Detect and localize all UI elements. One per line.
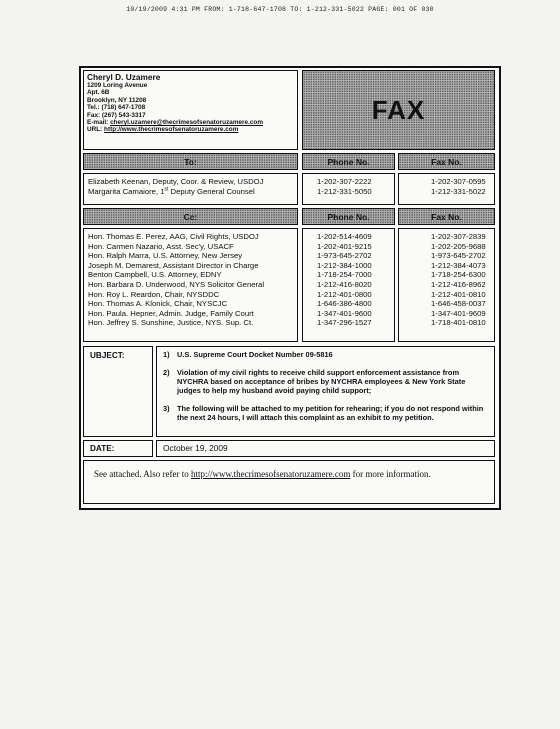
- subject-content-box: [156, 346, 495, 437]
- cc-recipient-name: Hon. Jeffrey S. Sunshine, Justice, NYS. Sup. Ct.: [88, 318, 254, 328]
- sender-tel: Tel.: (718) 647-1708: [87, 104, 146, 112]
- to-phone-column-header: Phone No.: [302, 153, 395, 170]
- cc-recipient-fax: 1-212-416-8962: [431, 279, 486, 289]
- sender-email-label: E-mail:: [87, 119, 109, 127]
- to-column-header: To:: [83, 153, 298, 170]
- to-recipients-faxes: [398, 173, 495, 205]
- cc-recipient-name: Benton Campbell, U.S. Attorney, EDNY: [88, 270, 222, 280]
- sender-url-link[interactable]: http://www.thecrimesofsenatoruzamere.com: [104, 126, 239, 134]
- cc-recipient-name: Hon. Thomas A. Klonick, Chair, NYSCJC: [88, 299, 228, 309]
- sender-city-state-zip: Brooklyn, NY 11208: [87, 96, 147, 104]
- cc-recipients-faxes: [398, 228, 495, 342]
- cc-recipient-name: Hon. Barbara D. Underwood, NYS Solicitor General: [88, 279, 265, 289]
- cc-recipient-fax: 1-347-401-9609: [431, 308, 486, 318]
- to-recipients-phones: [302, 173, 395, 205]
- cc-recipient-fax: 1-973-645-2702: [431, 251, 486, 261]
- fax-title-box: [302, 70, 495, 150]
- to-recipient-phone: 1-202-307-2222: [317, 177, 372, 186]
- subject-item: 1) U.S. Supreme Court Docket Number 09-5816: [163, 350, 333, 359]
- sender-info-box: [83, 70, 298, 150]
- subject-item: 3) The following will be attached to my petition for rehearing; if you do not respond within the next 24 hours, I will attach this complaint as an exhibit to my petition.: [163, 404, 484, 422]
- cc-recipients-names: [83, 228, 298, 342]
- cc-fax-column-header: Fax No.: [398, 208, 495, 225]
- sender-address-line1: 1209 Loring Avenue: [87, 82, 148, 89]
- to-recipient-fax: 1-212-331-5022: [431, 186, 486, 196]
- cc-recipient-phone: 1-347-296-1527: [317, 318, 372, 328]
- cc-recipient-fax: 1-202-307-2839: [431, 232, 486, 241]
- cc-recipient-phone: 1-718-254-7000: [317, 270, 372, 280]
- cc-recipient-fax: 1-718-254-6300: [431, 270, 486, 280]
- to-recipient-name: Margarita Camaiore, 1st Deputy General Counsel: [88, 186, 255, 196]
- cc-recipient-phone: 1-202-401-9215: [317, 241, 372, 251]
- to-recipient-fax: 1-202-307-0595: [431, 177, 486, 186]
- cc-recipient-fax: 1-212-401-0810: [431, 289, 486, 299]
- cc-column-header: Cc:: [83, 208, 298, 225]
- date-label: DATE:: [90, 444, 115, 453]
- cc-recipient-phone: 1-212-416-8020: [317, 279, 372, 289]
- to-recipient-phone: 1-212-331-5050: [317, 186, 372, 196]
- subject-item: 2) Violation of my civil rights to receive child support enforcement assistance from NYCHRA based on acceptance of bribes by NYCHRA employees & New York State judges to help my husband avoid paying child support;: [163, 368, 466, 395]
- to-recipients-names: [83, 173, 298, 205]
- subject-label: UBJECT:: [90, 351, 125, 360]
- message-link[interactable]: http://www.thecrimesofsenatoruzamere.com: [190, 469, 351, 479]
- cc-recipients-phones: [302, 228, 395, 342]
- fax-title: FAX: [371, 94, 426, 125]
- cc-recipient-phone: 1-202-514-4609: [317, 232, 372, 241]
- fax-transmission-header: 10/19/2009 4:31 PM FROM: 1-718-647-1708 TO: 1-212-331-5022 PAGE: 001 OF 030: [126, 6, 434, 13]
- cc-recipient-fax: 1-202-205-9688: [431, 241, 486, 251]
- sender-address-line2: Apt. 6B: [87, 89, 110, 97]
- cc-recipient-fax: 1-212-384-4073: [431, 260, 486, 270]
- cc-recipient-fax: 1-646-458-0037: [431, 299, 486, 309]
- cc-recipient-name: Hon. Carmen Nazario, Asst. Sec'y, USACF: [88, 241, 234, 251]
- cc-recipient-name: Hon. Roy L. Reardon, Chair, NYSDDC: [88, 289, 220, 299]
- sender-fax: Fax: (267) 543-3317: [87, 111, 146, 119]
- message-suffix: for more information.: [350, 469, 431, 479]
- sender-email-link[interactable]: cheryl.uzamere@thecrimesofsenatoruzamere.com: [110, 119, 264, 127]
- cc-recipient-phone: 1-212-401-0800: [317, 289, 372, 299]
- to-fax-column-header: Fax No.: [398, 153, 495, 170]
- cc-recipient-name: Hon. Thomas E. Perez, AAG, Civil Rights, USDOJ: [88, 232, 259, 241]
- cc-recipient-name: Hon. Paula. Hepner, Admin. Judge, Family Court: [88, 308, 254, 318]
- date-label-box: [83, 440, 153, 457]
- cc-recipient-phone: 1-347-401-9600: [317, 308, 372, 318]
- sender-url-label: URL:: [87, 126, 103, 134]
- cc-recipient-name: Joseph M. Demarest, Assistant Director in Charge: [88, 260, 259, 270]
- cc-recipient-name: Hon. Ralph Marra, U.S. Attorney, New Jersey: [88, 251, 243, 261]
- cc-recipient-phone: 1-973-645-2702: [317, 251, 372, 261]
- message-prefix: See attached. Also refer to: [94, 469, 191, 479]
- cc-recipient-phone: 1-212-384-1000: [317, 260, 372, 270]
- sender-name: Cheryl D. Uzamere: [87, 72, 161, 82]
- to-recipient-name: Elizabeth Keenan, Deputy, Coor. & Review, USDOJ: [88, 177, 264, 186]
- cc-phone-column-header: Phone No.: [302, 208, 395, 225]
- date-value-box: [156, 440, 495, 457]
- sender-email-row: [87, 119, 297, 126]
- fax-cover-sheet: [79, 66, 501, 510]
- cc-recipient-phone: 1-646-386-4800: [317, 299, 372, 309]
- sender-url-row: [87, 126, 297, 133]
- cc-recipient-fax: 1-718-401-0810: [431, 318, 486, 328]
- subject-label-box: [83, 346, 153, 437]
- message-box: [83, 460, 495, 504]
- date-value: October 19, 2009: [163, 443, 228, 453]
